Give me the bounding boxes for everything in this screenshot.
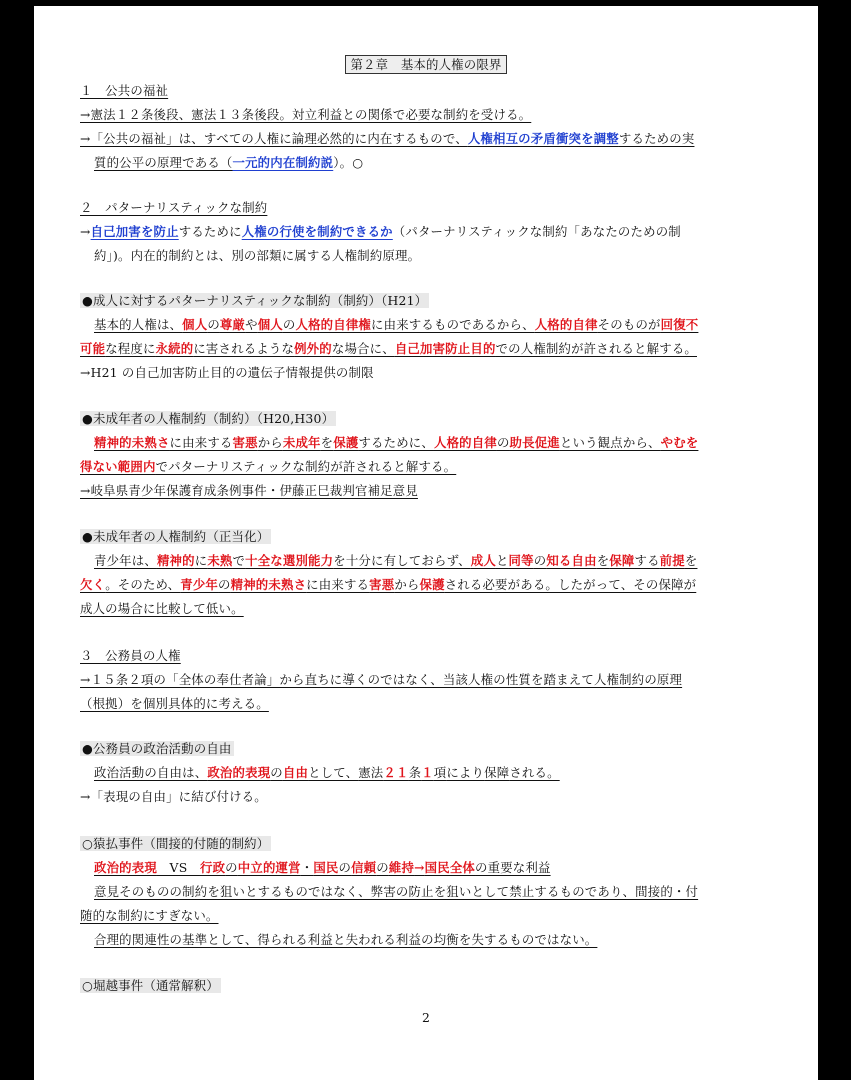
text-line: 合理的関連性の基準として、得られる利益と失われる利益の均衡を失するものではない。 <box>94 932 598 947</box>
section-heading: ２ パターナリスティックな制約 <box>80 200 268 215</box>
text-line: 質的公平の原理である（一元的内在制約説）。○ <box>94 155 364 170</box>
section-heading: ●未成年者の人権制約（正当化） <box>82 529 270 544</box>
text-line: 欠く。そのため、青少年の精神的未熟さに由来する害悪から保護される必要がある。したがって、その保障が <box>80 577 697 592</box>
text-line: （根拠）を個別具体的に考える。 <box>80 696 269 711</box>
text-line: →憲法１２条後段、憲法１３条後段。対立利益との関係で必要な制約を受ける。 <box>80 107 532 122</box>
text-line: →岐阜県青少年保護育成条例事件・伊藤正巳裁判官補足意見 <box>80 483 418 498</box>
section-heading: ●未成年者の人権制約（制約）（H20,H30） <box>82 411 335 426</box>
text-line: →１５条２項の「全体の奉仕者論」から直ちに導くのではなく、当該人権の性質を踏まえて人権制約の原理 <box>80 672 683 687</box>
text-line: 政治的表現 VS 行政の中立的運営・国民の信頼の維持→国民全体の重要な利益 <box>94 860 551 875</box>
section-sarufutsu-case <box>80 833 774 953</box>
text-line: →H21 の自己加害防止目的の遺伝子情報提供の制限 <box>80 365 374 380</box>
section-heading: １ 公共の福祉 <box>80 83 169 98</box>
text-line: 得ない範囲内でパターナリスティックな制約が許されると解する。 <box>80 459 457 474</box>
text-line: 約」)。内在的制約とは、別の部類に属する人権制約原理。 <box>94 248 421 263</box>
section-political-activity <box>80 738 774 810</box>
text-line: →自己加害を防止するために人権の行使を制約できるか（パターナリスティックな制約「あなたのための制 <box>80 224 681 239</box>
text-line: →「公共の福祉」は、すべての人権に論理必然的に内在するもので、人権相互の矛盾衝突を調整するための実 <box>80 131 695 146</box>
text-line: 随的な制約にすぎない。 <box>80 908 219 923</box>
section-heading: ３ 公務員の人権 <box>80 648 181 663</box>
document-page <box>34 6 818 1080</box>
text-line: 基本的人権は、個人の尊厳や個人の人格的自律権に由来するものであるから、人格的自律そのものが回復不 <box>94 317 699 332</box>
text-line: 青少年は、精神的に未熟で十全な選別能力を十分に有しておらず、成人と同等の知る自由を保障する前提を <box>94 553 698 568</box>
section-public-welfare <box>80 80 774 176</box>
text-line: 成人の場合に比較して低い。 <box>80 601 244 616</box>
chapter-title: 第２章 基本的人権の限界 <box>34 55 818 73</box>
section-paternalistic <box>80 197 774 269</box>
section-horikoshi-case <box>80 975 774 999</box>
section-adult-paternalism <box>80 290 774 386</box>
section-heading: ○猿払事件（間接的付随的制約） <box>82 836 270 851</box>
section-heading: ●公務員の政治活動の自由 <box>82 741 232 756</box>
section-heading: ○堀越事件（通常解釈） <box>82 978 219 993</box>
text-line: 可能な程度に永続的に害されるような例外的な場合に、自己加害防止目的での人権制約が許されると解する。 <box>80 341 697 356</box>
section-heading: ●成人に対するパターナリスティックな制約（制約）（H21） <box>82 293 428 308</box>
section-civil-servant <box>80 645 774 717</box>
text-line: 精神的未熟さに由来する害悪から未成年を保護するために、人格的自律の助長促進という観点から、やむを <box>94 435 699 450</box>
section-minor-restriction <box>80 408 774 504</box>
text-line: 意見そのものの制約を狙いとするものではなく、弊害の防止を狙いとして禁止するものであり、間接的・付 <box>94 884 699 899</box>
section-minor-justification <box>80 526 774 622</box>
text-line: →「表現の自由」に結び付ける。 <box>80 789 267 804</box>
page-number: 2 <box>421 1010 431 1025</box>
text-line: 政治活動の自由は、政治的表現の自由として、憲法２１条１項により保障される。 <box>94 765 560 780</box>
